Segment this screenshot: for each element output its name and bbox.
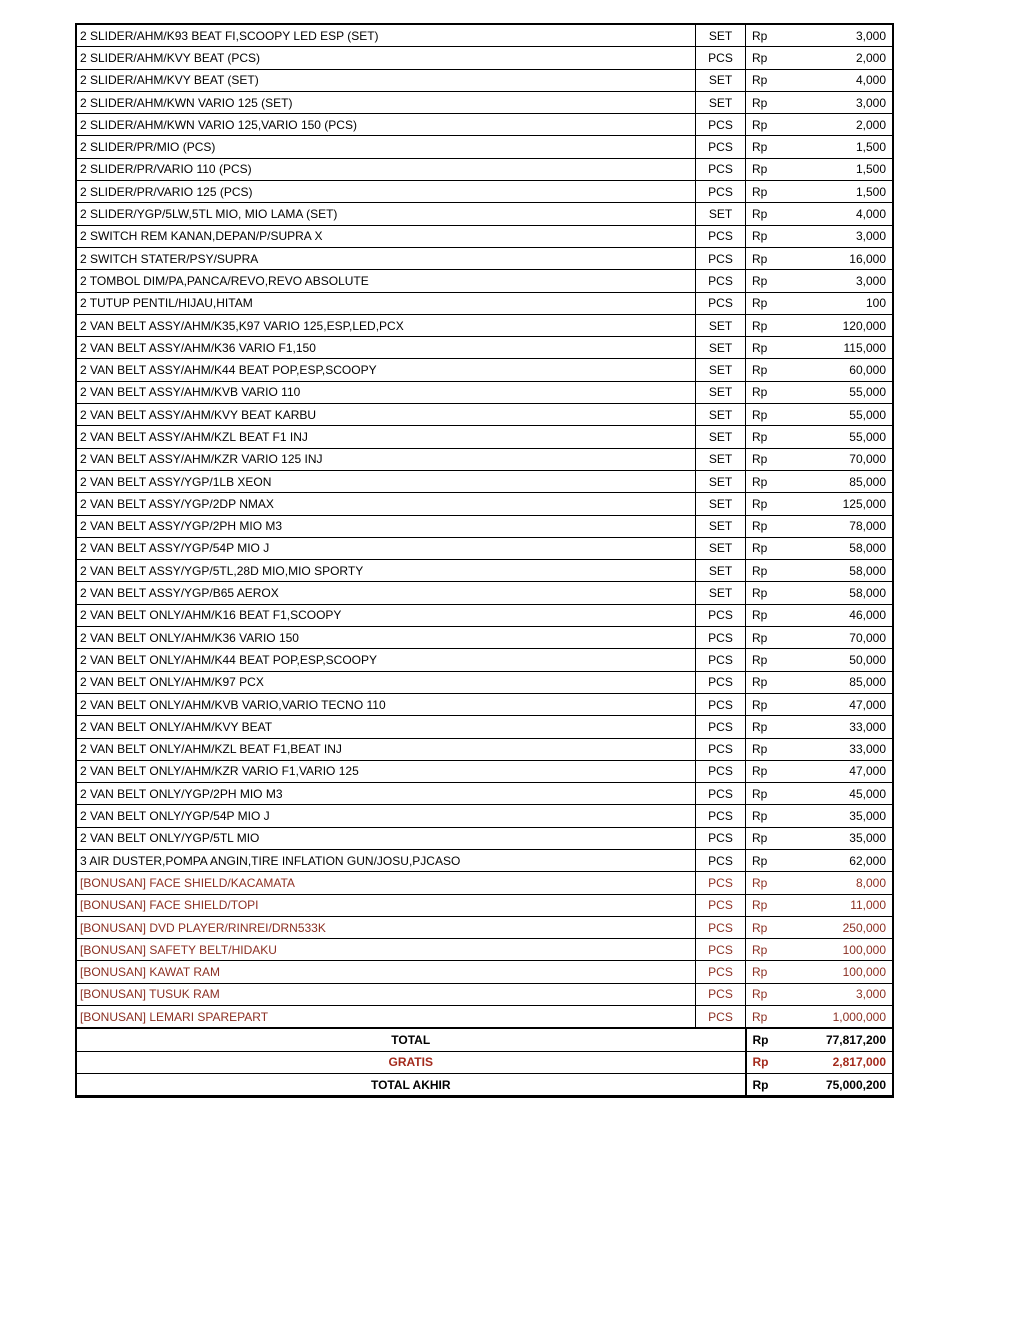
item-unit: SET	[696, 203, 746, 225]
item-price: 58,000	[786, 537, 893, 559]
item-row	[77, 448, 893, 470]
item-currency: Rp	[746, 827, 786, 849]
summary-row-final	[77, 1073, 893, 1096]
item-price: 35,000	[786, 805, 893, 827]
item-name: [BONUSAN] TUSUK RAM	[77, 983, 696, 1005]
item-currency: Rp	[746, 738, 786, 760]
summary-label: TOTAL AKHIR	[77, 1073, 746, 1096]
item-price: 16,000	[786, 247, 893, 269]
item-price: 1,500	[786, 181, 893, 203]
item-unit: PCS	[696, 292, 746, 314]
item-unit: PCS	[696, 270, 746, 292]
item-currency: Rp	[746, 872, 786, 894]
item-row	[77, 582, 893, 604]
item-price: 60,000	[786, 359, 893, 381]
item-row	[77, 470, 893, 492]
item-price: 120,000	[786, 314, 893, 336]
item-currency: Rp	[746, 693, 786, 715]
item-name: 2 VAN BELT ASSY/AHM/KZL BEAT F1 INJ	[77, 426, 696, 448]
item-row	[77, 426, 893, 448]
item-unit: PCS	[696, 939, 746, 961]
bonus-item-row	[77, 916, 893, 938]
item-name: 2 VAN BELT ONLY/AHM/KVB VARIO,VARIO TECNO 110	[77, 693, 696, 715]
item-row	[77, 537, 893, 559]
item-price: 3,000	[786, 25, 893, 47]
item-currency: Rp	[746, 470, 786, 492]
item-currency: Rp	[746, 627, 786, 649]
item-price: 55,000	[786, 404, 893, 426]
item-name: 2 VAN BELT ASSY/AHM/K44 BEAT POP,ESP,SCOOPY	[77, 359, 696, 381]
bonus-item-row	[77, 872, 893, 894]
item-currency: Rp	[746, 1006, 786, 1029]
item-price: 100,000	[786, 961, 893, 983]
item-price: 45,000	[786, 783, 893, 805]
item-name: 2 VAN BELT ONLY/AHM/KZR VARIO F1,VARIO 125	[77, 760, 696, 782]
item-row	[77, 560, 893, 582]
item-currency: Rp	[746, 983, 786, 1005]
item-row	[77, 649, 893, 671]
item-price: 1,000,000	[786, 1006, 893, 1029]
item-price: 100,000	[786, 939, 893, 961]
item-price: 250,000	[786, 916, 893, 938]
item-name: [BONUSAN] DVD PLAYER/RINREI/DRN533K	[77, 916, 696, 938]
bonus-item-row	[77, 1006, 893, 1029]
item-unit: PCS	[696, 671, 746, 693]
summary-currency: Rp	[746, 1073, 786, 1096]
summary-currency: Rp	[746, 1051, 786, 1073]
item-currency: Rp	[746, 225, 786, 247]
item-row	[77, 849, 893, 871]
item-name: 2 TUTUP PENTIL/HIJAU,HITAM	[77, 292, 696, 314]
item-unit: PCS	[696, 894, 746, 916]
item-price: 100	[786, 292, 893, 314]
item-unit: SET	[696, 314, 746, 336]
item-name: 2 SLIDER/AHM/K93 BEAT FI,SCOOPY LED ESP (SET)	[77, 25, 696, 47]
item-price: 3,000	[786, 225, 893, 247]
item-unit: PCS	[696, 827, 746, 849]
item-unit: SET	[696, 493, 746, 515]
item-name: 2 VAN BELT ASSY/AHM/K36 VARIO F1,150	[77, 337, 696, 359]
item-price: 125,000	[786, 493, 893, 515]
item-name: 2 VAN BELT ASSY/AHM/KZR VARIO 125 INJ	[77, 448, 696, 470]
item-name: 2 VAN BELT ONLY/AHM/K36 VARIO 150	[77, 627, 696, 649]
item-name: 2 VAN BELT ASSY/AHM/K35,K97 VARIO 125,ESP,LED,PCX	[77, 314, 696, 336]
item-name: 2 VAN BELT ONLY/AHM/KVY BEAT	[77, 716, 696, 738]
item-price: 1,500	[786, 158, 893, 180]
item-currency: Rp	[746, 247, 786, 269]
item-unit: PCS	[696, 1006, 746, 1029]
item-row	[77, 404, 893, 426]
item-row	[77, 760, 893, 782]
item-unit: PCS	[696, 604, 746, 626]
item-row	[77, 47, 893, 69]
item-unit: PCS	[696, 805, 746, 827]
item-price: 55,000	[786, 381, 893, 403]
item-row	[77, 381, 893, 403]
item-currency: Rp	[746, 894, 786, 916]
item-currency: Rp	[746, 582, 786, 604]
item-price: 1,500	[786, 136, 893, 158]
item-unit: PCS	[696, 760, 746, 782]
item-unit: SET	[696, 448, 746, 470]
item-name: 2 SLIDER/PR/VARIO 110 (PCS)	[77, 158, 696, 180]
item-unit: SET	[696, 560, 746, 582]
item-unit: PCS	[696, 47, 746, 69]
item-currency: Rp	[746, 537, 786, 559]
item-currency: Rp	[746, 939, 786, 961]
item-unit: SET	[696, 582, 746, 604]
item-price: 35,000	[786, 827, 893, 849]
item-price: 58,000	[786, 560, 893, 582]
item-name: 2 SLIDER/PR/VARIO 125 (PCS)	[77, 181, 696, 203]
item-name: 2 VAN BELT ONLY/AHM/K44 BEAT POP,ESP,SCOOPY	[77, 649, 696, 671]
item-price: 47,000	[786, 693, 893, 715]
item-currency: Rp	[746, 515, 786, 537]
item-name: [BONUSAN] FACE SHIELD/KACAMATA	[77, 872, 696, 894]
item-currency: Rp	[746, 916, 786, 938]
item-currency: Rp	[746, 114, 786, 136]
item-name: 2 SLIDER/AHM/KWN VARIO 125 (SET)	[77, 91, 696, 113]
item-price: 4,000	[786, 69, 893, 91]
summary-row-total	[77, 1028, 893, 1051]
item-unit: SET	[696, 470, 746, 492]
item-unit: SET	[696, 515, 746, 537]
item-unit: PCS	[696, 225, 746, 247]
item-price: 78,000	[786, 515, 893, 537]
item-currency: Rp	[746, 783, 786, 805]
item-unit: PCS	[696, 114, 746, 136]
item-name: 2 VAN BELT ONLY/AHM/KZL BEAT F1,BEAT INJ	[77, 738, 696, 760]
item-currency: Rp	[746, 448, 786, 470]
item-unit: PCS	[696, 627, 746, 649]
item-currency: Rp	[746, 158, 786, 180]
item-price: 3,000	[786, 270, 893, 292]
item-price: 85,000	[786, 671, 893, 693]
item-row	[77, 114, 893, 136]
item-name: 2 VAN BELT ONLY/AHM/K97 PCX	[77, 671, 696, 693]
item-name: 2 VAN BELT ONLY/YGP/2PH MIO M3	[77, 783, 696, 805]
item-row	[77, 247, 893, 269]
item-row	[77, 136, 893, 158]
item-price: 70,000	[786, 448, 893, 470]
item-price: 3,000	[786, 983, 893, 1005]
item-name: 2 SWITCH REM KANAN,DEPAN/P/SUPRA X	[77, 225, 696, 247]
item-name: 2 TOMBOL DIM/PA,PANCA/REVO,REVO ABSOLUTE	[77, 270, 696, 292]
item-row	[77, 91, 893, 113]
item-price: 2,000	[786, 114, 893, 136]
item-name: 2 SLIDER/PR/MIO (PCS)	[77, 136, 696, 158]
item-row	[77, 604, 893, 626]
item-row	[77, 270, 893, 292]
item-name: 2 SLIDER/AHM/KVY BEAT (SET)	[77, 69, 696, 91]
item-unit: SET	[696, 337, 746, 359]
item-row	[77, 716, 893, 738]
item-name: 2 SLIDER/YGP/5LW,5TL MIO, MIO LAMA (SET)	[77, 203, 696, 225]
item-row	[77, 359, 893, 381]
item-price: 46,000	[786, 604, 893, 626]
item-unit: PCS	[696, 783, 746, 805]
item-unit: PCS	[696, 916, 746, 938]
item-name: 2 VAN BELT ONLY/YGP/5TL MIO	[77, 827, 696, 849]
item-unit: PCS	[696, 961, 746, 983]
item-currency: Rp	[746, 805, 786, 827]
item-price: 55,000	[786, 426, 893, 448]
item-currency: Rp	[746, 716, 786, 738]
bonus-item-row	[77, 983, 893, 1005]
item-unit: SET	[696, 91, 746, 113]
item-unit: PCS	[696, 136, 746, 158]
summary-currency: Rp	[746, 1028, 786, 1051]
item-price: 2,000	[786, 47, 893, 69]
item-row	[77, 158, 893, 180]
item-row	[77, 671, 893, 693]
summary-value: 2,817,000	[786, 1051, 893, 1073]
item-name: 2 VAN BELT ASSY/YGP/B65 AEROX	[77, 582, 696, 604]
item-unit: SET	[696, 25, 746, 47]
item-currency: Rp	[746, 91, 786, 113]
item-currency: Rp	[746, 270, 786, 292]
item-currency: Rp	[746, 25, 786, 47]
item-unit: PCS	[696, 247, 746, 269]
item-currency: Rp	[746, 181, 786, 203]
summary-value: 77,817,200	[786, 1028, 893, 1051]
item-unit: SET	[696, 69, 746, 91]
item-price: 33,000	[786, 716, 893, 738]
item-currency: Rp	[746, 404, 786, 426]
item-name: 2 SLIDER/AHM/KVY BEAT (PCS)	[77, 47, 696, 69]
item-unit: PCS	[696, 649, 746, 671]
item-name: [BONUSAN] FACE SHIELD/TOPI	[77, 894, 696, 916]
item-unit: PCS	[696, 738, 746, 760]
item-name: 2 SLIDER/AHM/KWN VARIO 125,VARIO 150 (PCS)	[77, 114, 696, 136]
item-unit: PCS	[696, 849, 746, 871]
item-price: 11,000	[786, 894, 893, 916]
item-currency: Rp	[746, 359, 786, 381]
item-price: 115,000	[786, 337, 893, 359]
item-price: 3,000	[786, 91, 893, 113]
item-currency: Rp	[746, 849, 786, 871]
item-row	[77, 25, 893, 47]
item-name: 2 VAN BELT ASSY/YGP/1LB XEON	[77, 470, 696, 492]
item-unit: PCS	[696, 983, 746, 1005]
item-price: 58,000	[786, 582, 893, 604]
item-currency: Rp	[746, 493, 786, 515]
item-currency: Rp	[746, 47, 786, 69]
item-unit: PCS	[696, 872, 746, 894]
item-price: 47,000	[786, 760, 893, 782]
item-name: 2 VAN BELT ASSY/YGP/2PH MIO M3	[77, 515, 696, 537]
item-name: [BONUSAN] LEMARI SPAREPART	[77, 1006, 696, 1029]
item-currency: Rp	[746, 292, 786, 314]
item-currency: Rp	[746, 314, 786, 336]
item-unit: SET	[696, 537, 746, 559]
item-name: 2 VAN BELT ONLY/AHM/K16 BEAT F1,SCOOPY	[77, 604, 696, 626]
item-row	[77, 693, 893, 715]
bonus-item-row	[77, 939, 893, 961]
item-currency: Rp	[746, 426, 786, 448]
item-unit: PCS	[696, 693, 746, 715]
item-row	[77, 292, 893, 314]
item-currency: Rp	[746, 69, 786, 91]
item-row	[77, 337, 893, 359]
item-name: 2 VAN BELT ASSY/YGP/2DP NMAX	[77, 493, 696, 515]
item-row	[77, 493, 893, 515]
bonus-item-row	[77, 894, 893, 916]
item-unit: SET	[696, 404, 746, 426]
item-name: 3 AIR DUSTER,POMPA ANGIN,TIRE INFLATION GUN/JOSU,PJCASO	[77, 849, 696, 871]
item-unit: SET	[696, 359, 746, 381]
item-row	[77, 805, 893, 827]
summary-row-gratis	[77, 1051, 893, 1073]
item-name: 2 SWITCH STATER/PSY/SUPRA	[77, 247, 696, 269]
item-name: [BONUSAN] KAWAT RAM	[77, 961, 696, 983]
item-name: 2 VAN BELT ASSY/AHM/KVY BEAT KARBU	[77, 404, 696, 426]
item-row	[77, 827, 893, 849]
item-row	[77, 203, 893, 225]
item-price: 33,000	[786, 738, 893, 760]
item-name: 2 VAN BELT ASSY/YGP/5TL,28D MIO,MIO SPORTY	[77, 560, 696, 582]
item-price: 70,000	[786, 627, 893, 649]
item-unit: SET	[696, 426, 746, 448]
item-currency: Rp	[746, 337, 786, 359]
summary-label: TOTAL	[77, 1028, 746, 1051]
item-name: [BONUSAN] SAFETY BELT/HIDAKU	[77, 939, 696, 961]
item-row	[77, 783, 893, 805]
item-currency: Rp	[746, 381, 786, 403]
price-list-body	[77, 25, 893, 1097]
item-currency: Rp	[746, 961, 786, 983]
item-unit: PCS	[696, 716, 746, 738]
item-row	[77, 627, 893, 649]
item-name: 2 VAN BELT ASSY/AHM/KVB VARIO 110	[77, 381, 696, 403]
item-price: 85,000	[786, 470, 893, 492]
item-name: 2 VAN BELT ONLY/YGP/54P MIO J	[77, 805, 696, 827]
summary-label: GRATIS	[77, 1051, 746, 1073]
summary-value: 75,000,200	[786, 1073, 893, 1096]
item-row	[77, 225, 893, 247]
item-row	[77, 515, 893, 537]
item-currency: Rp	[746, 649, 786, 671]
item-row	[77, 314, 893, 336]
item-price: 8,000	[786, 872, 893, 894]
item-currency: Rp	[746, 760, 786, 782]
item-currency: Rp	[746, 203, 786, 225]
item-unit: PCS	[696, 181, 746, 203]
item-currency: Rp	[746, 604, 786, 626]
bonus-item-row	[77, 961, 893, 983]
item-row	[77, 69, 893, 91]
price-list-table	[76, 24, 893, 1097]
item-currency: Rp	[746, 136, 786, 158]
item-row	[77, 181, 893, 203]
item-unit: SET	[696, 381, 746, 403]
item-price: 62,000	[786, 849, 893, 871]
item-price: 50,000	[786, 649, 893, 671]
item-row	[77, 738, 893, 760]
item-currency: Rp	[746, 560, 786, 582]
item-unit: PCS	[696, 158, 746, 180]
item-currency: Rp	[746, 671, 786, 693]
item-name: 2 VAN BELT ASSY/YGP/54P MIO J	[77, 537, 696, 559]
item-price: 4,000	[786, 203, 893, 225]
